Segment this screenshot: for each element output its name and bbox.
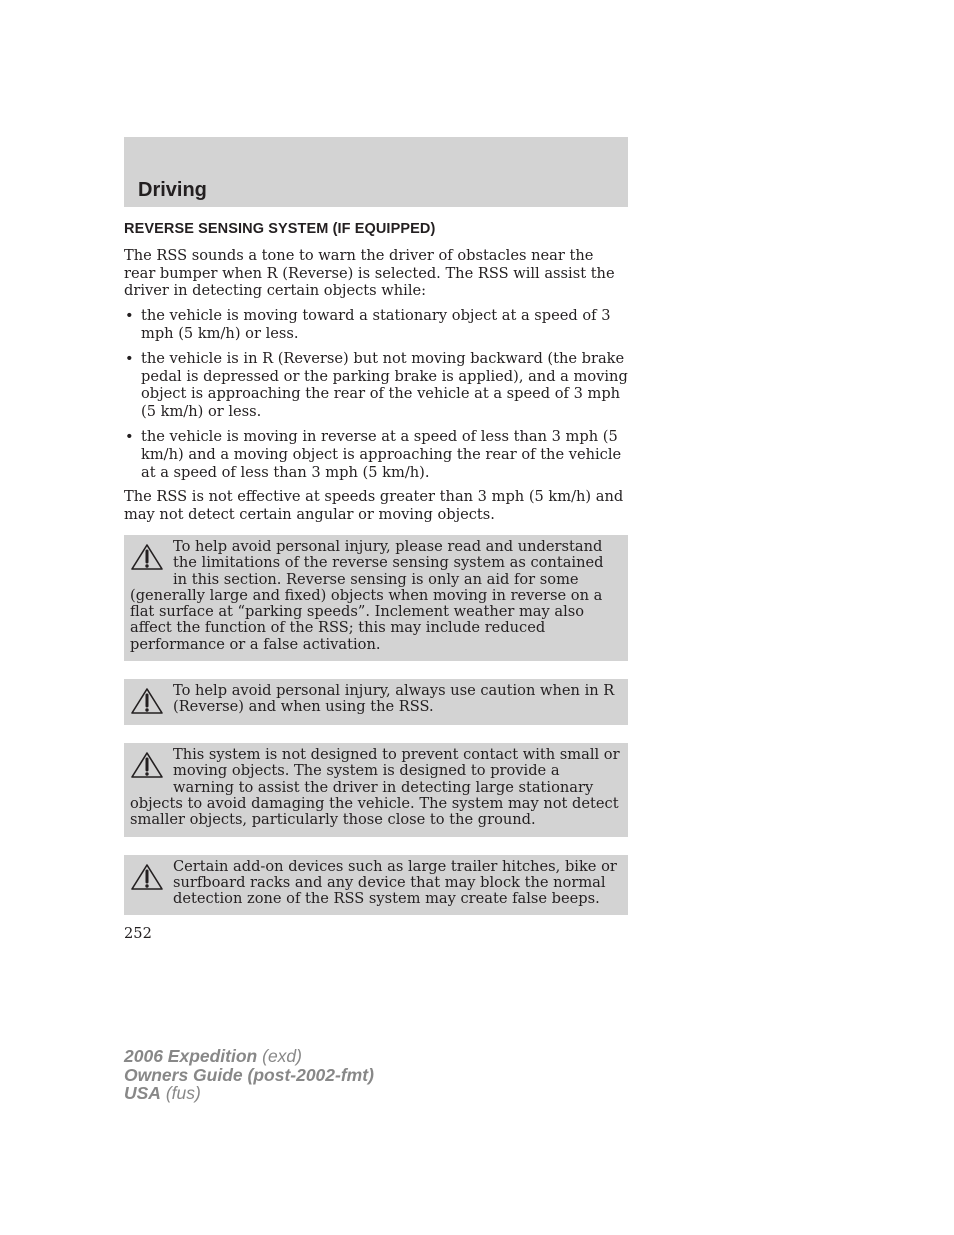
intro-paragraph: The RSS sounds a tone to warn the driver of obstacles near the rear bumper when R (Reverse) is selected. The RSS will assist the driver in detecting certain objects while: [124,246,615,300]
warning-text: Certain add-on devices such as large trailer hitches, bike or surfboard racks and any device that may block the normal detection zone of the RSS system may create false beeps. [173,857,617,908]
warning-box [124,535,628,661]
list-item [124,307,628,343]
footer-line [124,1047,374,1066]
warning-triangle-icon [130,543,164,571]
warning-box [124,679,628,725]
warning-text: To help avoid personal injury, always use caution when in R (Reverse) and when using the RSS. [173,682,615,716]
warning-text: To help avoid personal injury, please read and understand the limitations of the reverse sensing system as contained in this section. Reverse sensing is only an aid for some (generally large and fixed) objects when moving in reverse on a flat surface at “parking speeds”. Inclement weather may also affect the function of the RSS; this may include reduced performance or a false activation. [130,537,604,653]
bullet-icon: • [125,307,134,325]
footer-line [124,1066,374,1085]
footer-line [124,1084,374,1103]
page-heading: REVERSE SENSING SYSTEM (IF EQUIPPED) [124,221,436,237]
warning-triangle-icon [130,687,164,715]
warning-triangle-icon [130,751,164,779]
bullet-icon: • [125,427,134,445]
footer-model: 2006 Expedition [124,1046,258,1066]
list-item-text: the vehicle is moving toward a stationary object at a speed of 3 mph (5 km/h) or less. [141,307,611,342]
warning-box [124,855,628,916]
list-item-text: the vehicle is moving in reverse at a speed of less than 3 mph (5 km/h) and a moving object is approaching the rear of the vehicle at a speed of less than 3 mph (5 km/h). [141,427,622,481]
warning-text: This system is not designed to prevent contact with small or moving objects. The system is designed to provide a warning to assist the driver in detecting large stationary objects to avoid damaging the vehicle. The system may not detect smaller objects, particularly those close to the ground. [130,746,620,829]
section-title: Driving [138,179,207,201]
document-footer [124,1047,374,1103]
footer-guide: Owners Guide (post-2002-fmt) [124,1064,374,1085]
list-item-text: the vehicle is in R (Reverse) but not moving backward (the brake pedal is depressed or the parking brake is applied), and a moving object is approaching the rear of the vehicle at a speed of 3 mph (5 km/h) or less. [141,349,628,421]
section-header-band [124,137,628,207]
list-item [124,350,628,421]
footer-model-code: (exd) [262,1046,302,1066]
warning-triangle-icon [130,863,164,891]
list-item [124,428,628,481]
bullet-list [124,307,628,481]
closing-paragraph: The RSS is not effective at speeds greater than 3 mph (5 km/h) and may not detect certain angular or moving objects. [124,488,624,524]
footer-market: USA [124,1083,161,1103]
page-number: 252 [124,925,152,942]
warning-box [124,743,628,836]
main-content [124,221,628,915]
bullet-icon: • [125,349,134,367]
footer-market-code: (fus) [165,1083,201,1103]
